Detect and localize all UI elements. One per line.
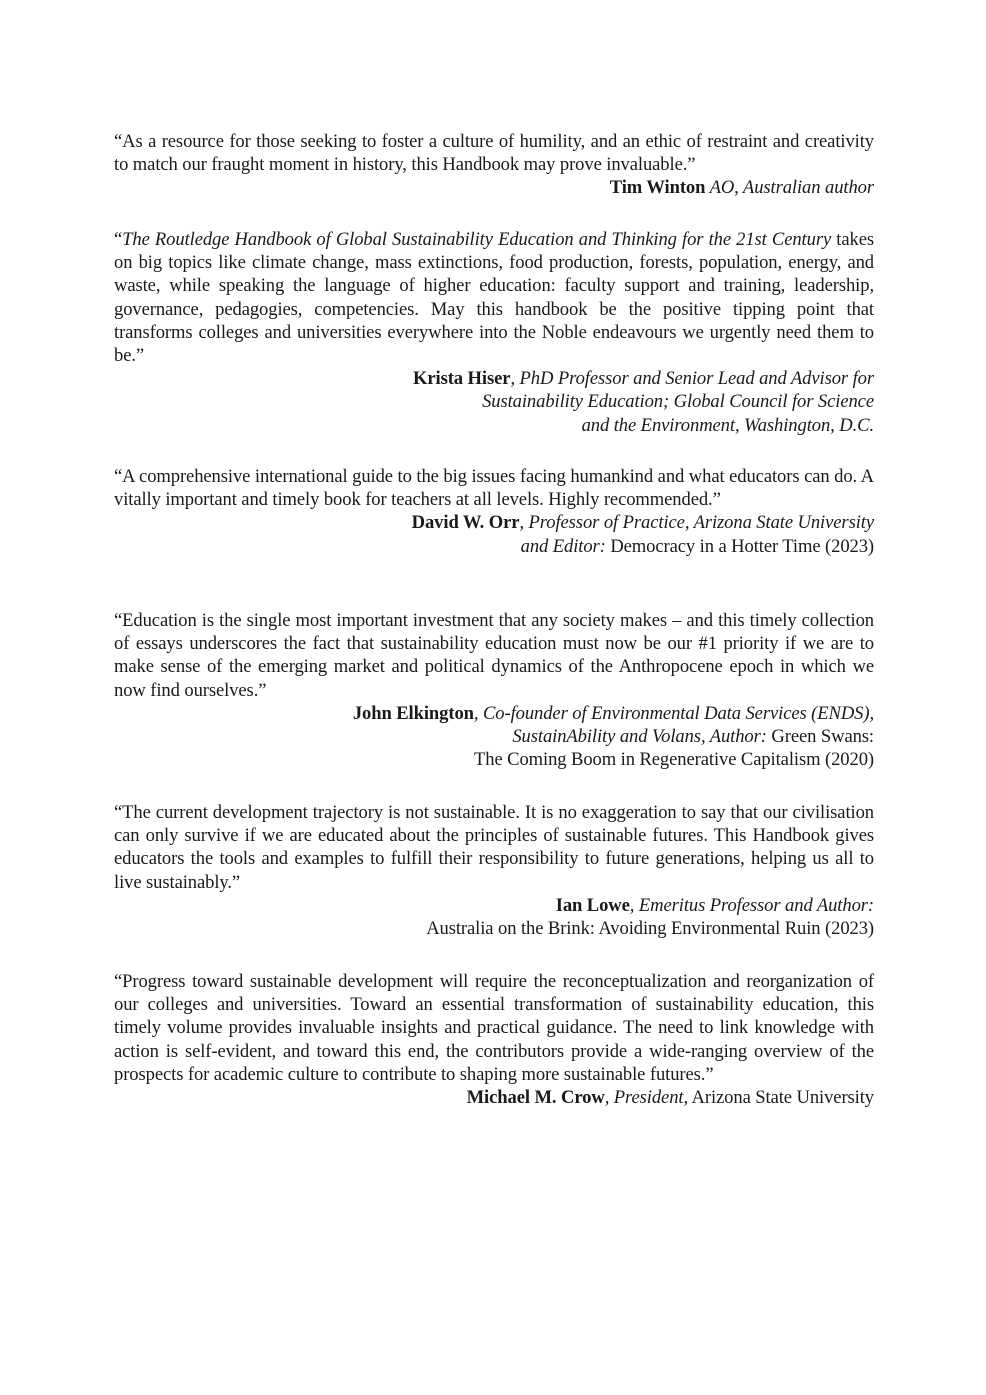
endorsement-quote xyxy=(114,801,874,894)
author-name: Ian Lowe xyxy=(555,894,630,916)
attribution-line xyxy=(114,535,874,558)
author-role: , Professor of Practice, Arizona State University xyxy=(519,512,874,534)
endorsement-attribution xyxy=(114,702,874,772)
author-work: Democracy in a Hotter Time (2023) xyxy=(605,535,874,557)
endorsement-david-orr xyxy=(114,465,874,558)
attribution-line xyxy=(114,367,874,390)
author-role: , Co-founder of Environmental Data Services (ENDS), xyxy=(473,702,874,724)
endorsement-tim-winton xyxy=(114,130,874,200)
author-name: Michael M. Crow xyxy=(466,1087,605,1109)
author-work: Green Swans: xyxy=(766,726,874,748)
endorsement-attribution xyxy=(114,894,874,940)
author-role: Sustainability Education; Global Council for Science xyxy=(482,391,874,413)
attribution-line xyxy=(114,390,874,413)
endorsement-krista-hiser xyxy=(114,228,874,437)
attribution-line xyxy=(114,414,874,437)
attribution-line xyxy=(114,748,874,771)
endorsement-quote xyxy=(114,609,874,702)
quote-text: “ xyxy=(114,229,123,250)
attribution-line xyxy=(114,176,874,199)
author-name: Tim Winton xyxy=(609,177,706,199)
endorsement-attribution xyxy=(114,511,874,557)
quote-book-title: The Routledge Handbook of Global Sustainability Education and Thinking for the 21st Century xyxy=(122,229,832,250)
author-name: David W. Orr xyxy=(411,512,520,534)
quote-text: takes on big topics like climate change, mass extinctions, food production, forests, population, energy, and waste, while speaking the language of higher education: faculty support and training, leadership, governance, pedagogies, competencies. May this handbook be the positive tipping point that transforms colleges and universities everywhere into the Noble endeavours we urgently need them to be.” xyxy=(114,229,874,367)
endorsement-ian-lowe xyxy=(114,801,874,940)
endorsement-quote xyxy=(114,228,874,367)
quote-text: “A comprehensive international guide to the big issues facing humankind and what educators can do. A vitally important and timely book for teachers at all levels. Highly recommended.” xyxy=(114,466,874,511)
endorsement-attribution xyxy=(114,1086,874,1109)
attribution-line xyxy=(114,725,874,748)
quote-text: “The current development trajectory is not sustainable. It is no exaggeration to say that our civilisation can only survive if we are educated about the principles of sustainable futures. This Handbook gives educators the tools and examples to fulfill their responsibility to future generations, helping us all to live sustainably.” xyxy=(114,802,874,893)
quote-text: “As a resource for those seeking to foster a culture of humility, and an ethic of restraint and creativity to match our fraught moment in history, this Handbook may prove invaluable.” xyxy=(114,131,874,176)
author-role: , Emeritus Professor and Author: xyxy=(629,894,874,916)
author-name: Krista Hiser xyxy=(413,368,511,390)
quote-text: “Education is the single most important investment that any society makes – and this timely collection of essays underscores the fact that sustainability education must now be our #1 priority if we are to make sense of the emerging market and political dynamics of the Anthropocene epoch in which we now find ourselves.” xyxy=(114,610,874,701)
author-role: , PhD Professor and Senior Lead and Advisor for xyxy=(510,368,874,390)
author-work: Australia on the Brink: Avoiding Environmental Ruin (2023) xyxy=(426,918,874,940)
author-work: Arizona State University xyxy=(688,1087,874,1109)
endorsement-attribution xyxy=(114,176,874,199)
author-name: John Elkington xyxy=(352,702,474,724)
author-role: AO, Australian author xyxy=(705,177,874,199)
endorsement-quote xyxy=(114,465,874,511)
attribution-line xyxy=(114,702,874,725)
attribution-line xyxy=(114,894,874,917)
attribution-line xyxy=(114,1086,874,1109)
endorsement-attribution xyxy=(114,367,874,437)
attribution-line xyxy=(114,917,874,940)
author-role: and Editor: xyxy=(520,535,606,557)
author-role: , President, xyxy=(604,1087,689,1109)
author-role: SustainAbility and Volans, Author: xyxy=(512,726,767,748)
quote-text: “Progress toward sustainable development will require the reconceptualization and reorganization of our colleges and universities. Toward an essential transformation of sustainability education, this timely volume provides invaluable insights and practical guidance. The need to link knowledge with action is self-evident, and toward this end, the contributors provide a wide-ranging overview of the prospects for academic culture to contribute to shaping more sustainable futures.” xyxy=(114,971,874,1085)
endorsement-michael-crow xyxy=(114,970,874,1109)
author-role: and the Environment, Washington, D.C. xyxy=(581,414,874,436)
endorsement-quote xyxy=(114,130,874,176)
author-work: The Coming Boom in Regenerative Capitalism (2020) xyxy=(474,749,874,771)
endorsement-john-elkington xyxy=(114,609,874,771)
attribution-line xyxy=(114,511,874,534)
endorsement-quote xyxy=(114,970,874,1086)
